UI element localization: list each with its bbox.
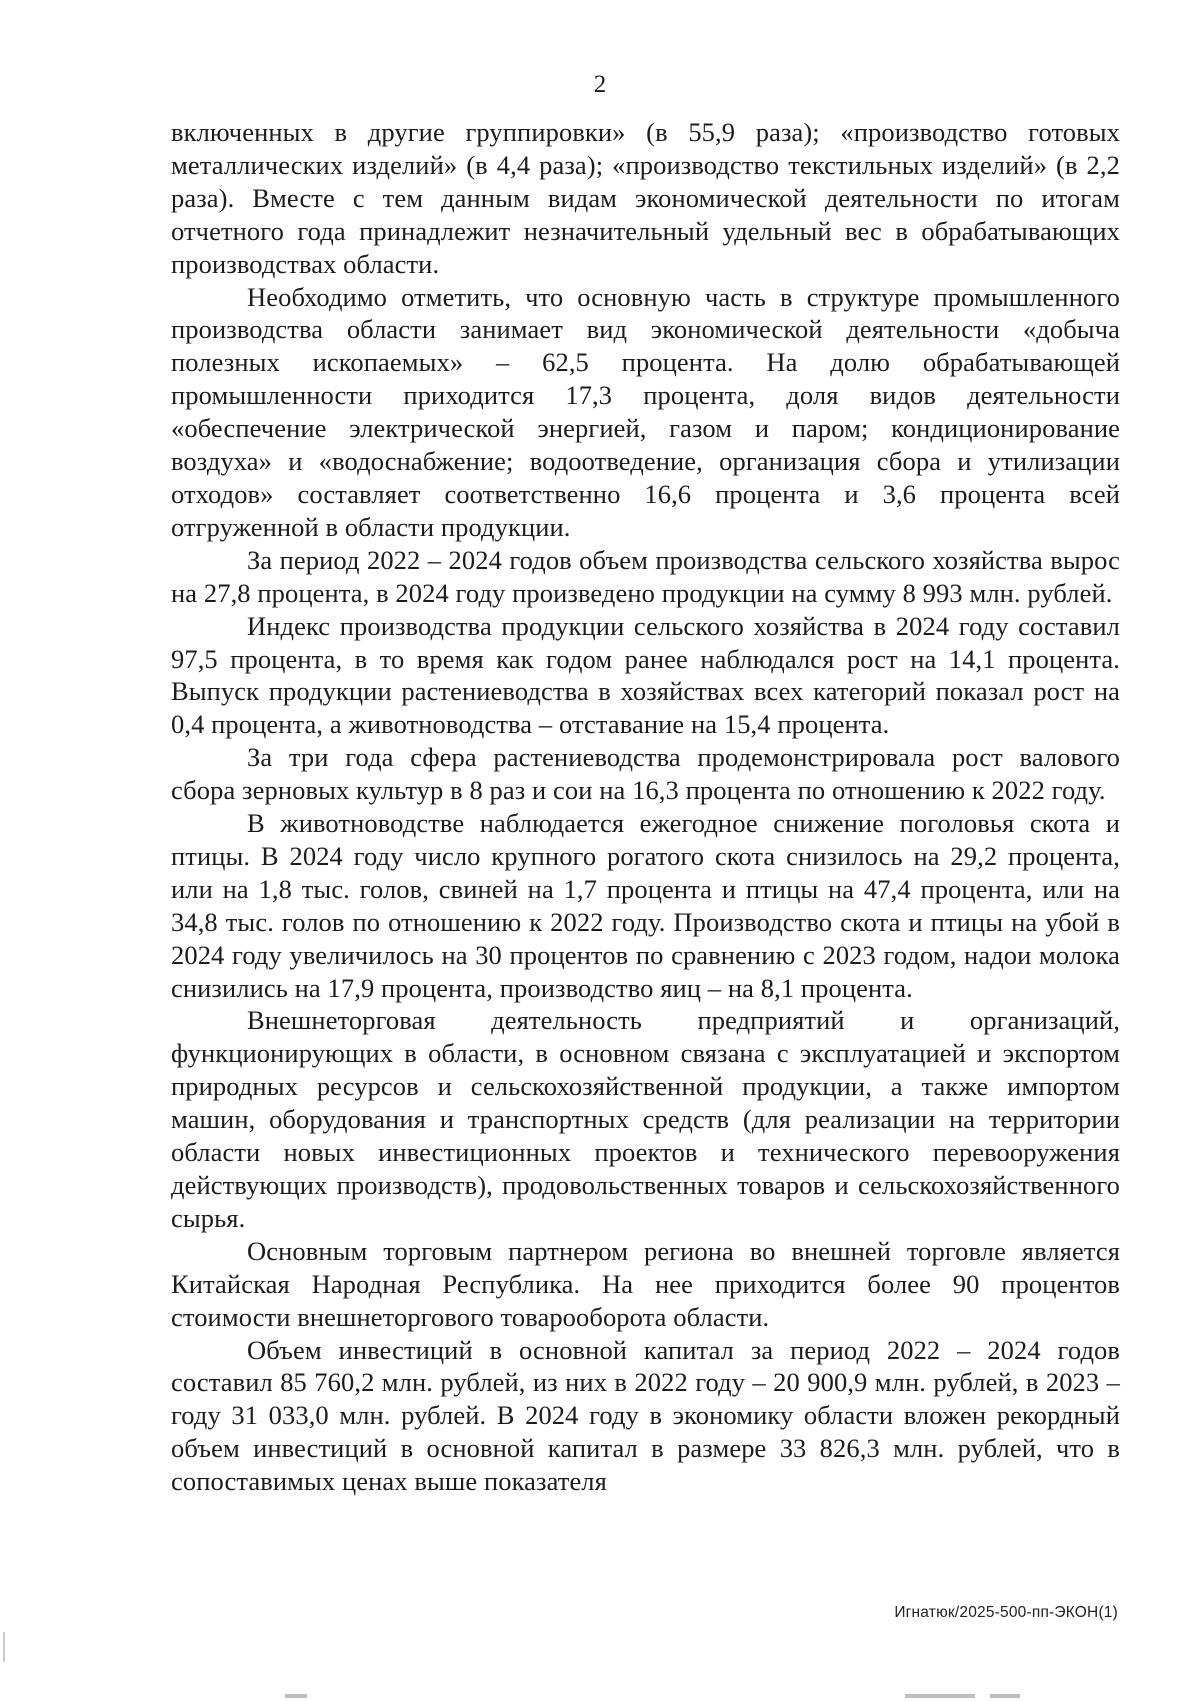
- scan-edge-mark: [285, 1694, 307, 1698]
- paragraph: Основным торговым партнером региона во внешней торговле является Китайская Народная Республика. На нее приходится более 90 процентов стоимости внешнеторгового товарооборота области.: [171, 1235, 1120, 1332]
- page-number: 2: [593, 71, 607, 98]
- scan-edge-mark: [3, 1632, 5, 1662]
- paragraph: Внешнеторговая деятельность предприятий и организаций, функционирующих в области, в основном связана с эксплуатацией и экспортом природных ресурсов и сельскохозяйственной продукции, а также импортом машин, оборудования и транспортных средств (для реализации на территории области новых инвестиционных проектов и технического перевооружения действующих производств), продовольственных товаров и сельскохозяйственного сырья.: [171, 1005, 1120, 1233]
- scan-edge-mark: [990, 1694, 1020, 1698]
- paragraph: За три года сфера растениеводства продемонстрировала рост валового сбора зерновых культур в 8 раз и сои на 16,3 процента по отношению к 2022 году.: [171, 742, 1120, 806]
- document-body: [171, 116, 1120, 1498]
- paragraph: Необходимо отметить, что основную часть в структуре промышленного производства области занимает вид экономической деятельности «добыча полезных ископаемых» – 62,5 процента. На долю обрабатывающей промышленности приходится 17,3 процента, доля видов деятельности «обеспечение электрической энергией, газом и паром; кондиционирование воздуха» и «водоснабжение; водоотведение, организация сбора и утилизации отходов» составляет соответственно 16,6 процента и 3,6 процента всей отгруженной в области продукции.: [171, 281, 1120, 542]
- paragraph: В животноводстве наблюдается ежегодное снижение поголовья скота и птицы. В 2024 году число крупного рогатого скота снизилось на 29,2 процента, или на 1,8 тыс. голов, свиней на 1,7 процента и птицы на 47,4 процента, или на 34,8 тыс. голов по отношению к 2022 году. Производство скота и птицы на убой в 2024 году увеличилось на 30 процентов по сравнению с 2023 годом, надои молока снизились на 17,9 процента, производство яиц – на 8,1 процента.: [171, 808, 1120, 1003]
- paragraph: Объем инвестиций в основной капитал за период 2022 – 2024 годов составил 85 760,2 млн. рублей, из них в 2022 году – 20 900,9 млн. рублей, в 2023 – году 31 033,0 млн. рублей. В 2024 году в экономику области вложен рекордный объем инвестиций в основной капитал в размере 33 826,3 млн. рублей, что в сопоставимых ценах выше показателя: [171, 1334, 1120, 1497]
- scan-edge-mark: [905, 1694, 975, 1698]
- paragraph: включенных в другие группировки» (в 55,9 раза); «производство готовых металлических изделий» (в 4,4 раза); «производство текстильных изделий» (в 2,2 раза). Вместе с тем данным видам экономической деятельности по итогам отчетного года принадлежит незначительный удельный вес в обрабатывающих производствах области.: [171, 117, 1120, 279]
- paragraph: За период 2022 – 2024 годов объем производства сельского хозяйства вырос на 27,8 процента, в 2024 году произведено продукции на сумму 8 993 млн. рублей.: [171, 544, 1120, 608]
- paragraph: Индекс производства продукции сельского хозяйства в 2024 году составил 97,5 процента, в то время как годом ранее наблюдался рост на 14,1 процента. Выпуск продукции растениеводства в хозяйствах всех категорий показал рост на 0,4 процента, а животноводства – отставание на 15,4 процента.: [171, 610, 1120, 740]
- document-registration-code: Игнатюк/2025-500-пп-ЭКОН(1): [894, 1604, 1118, 1621]
